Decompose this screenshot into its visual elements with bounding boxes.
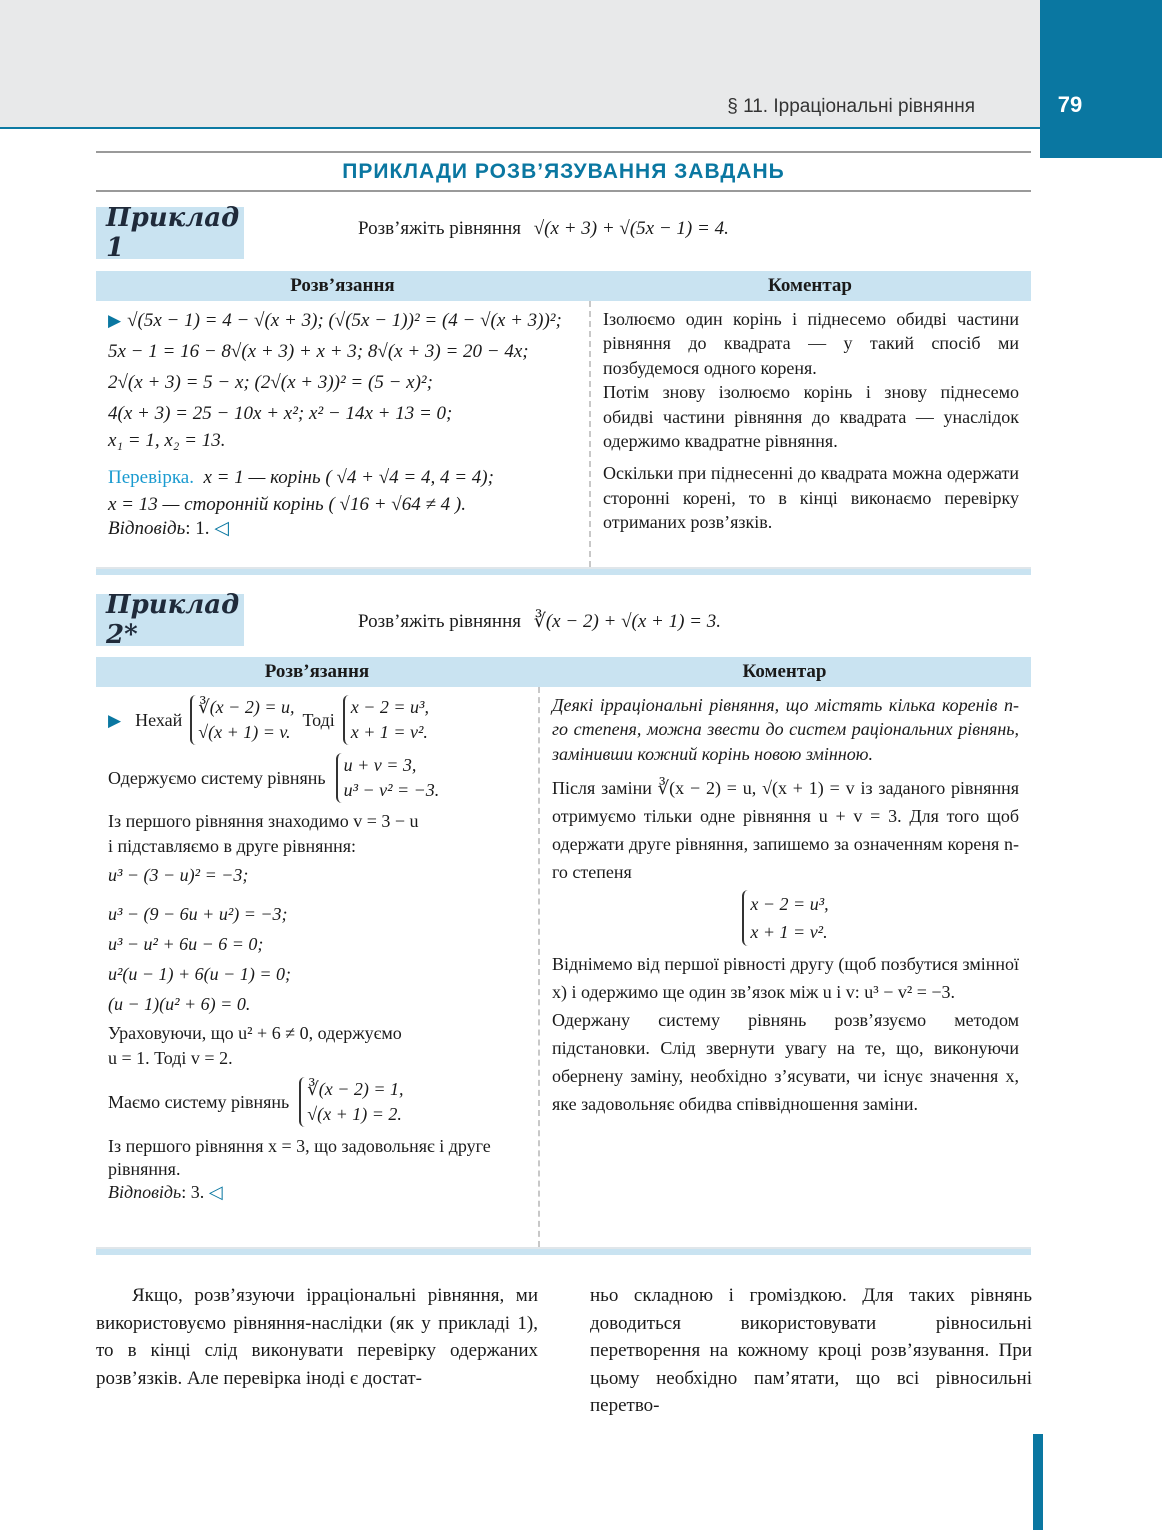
side-accent-bar bbox=[1033, 1434, 1043, 1530]
example-1-task-text: Розв’яжіть рівняння bbox=[358, 218, 521, 239]
table-body bbox=[96, 301, 1031, 567]
table-header bbox=[96, 657, 1031, 687]
start-triangle-icon: ▶ bbox=[108, 311, 122, 330]
comment-header: Коментар bbox=[768, 275, 852, 296]
solution-column bbox=[96, 301, 589, 567]
answer-line: Відповідь: 1. ◁ bbox=[108, 518, 229, 539]
comment-system: x − 2 = u³, x + 1 = v². bbox=[552, 890, 1019, 946]
final-system: ∛(x − 2) = 1, √(x + 1) = 2. bbox=[299, 1077, 403, 1127]
comment-paragraph: Віднімемо від першої рівності другу (щоб позбутися змінної x) і одержимо ще один зв’язок між u і v: u³ − v² = −3. bbox=[552, 954, 1019, 1003]
table-body bbox=[96, 687, 1031, 1247]
comment-paragraph: Оскільки при піднесенні до квадрата можна одержати сторонні корені, то в кінці виконаємо перевірку отриманих розв’язків. bbox=[603, 463, 1019, 533]
example-2-table bbox=[96, 657, 1031, 1255]
solution-step: u³ − (9 − 6u + u²) = −3; bbox=[108, 904, 288, 924]
page-tab bbox=[1040, 0, 1162, 158]
example-1-task bbox=[358, 218, 729, 240]
substitution-row bbox=[108, 695, 528, 745]
solution-line: x₁ = 1, x₂ = 13. bbox=[108, 430, 226, 451]
example-2-task-text: Розв’яжіть рівняння bbox=[358, 611, 521, 632]
answer-line: Відповідь: 3. ◁ bbox=[108, 1182, 223, 1202]
uv-system: u + v = 3, u³ − v² = −3. bbox=[336, 753, 440, 803]
page-number: 79 bbox=[1057, 92, 1083, 117]
comment-paragraph: Деякі ірраціональні рівняння, що містять кілька коренів n-го степеня, можна звести до систем раціональних рівнянь, замінивши кожний корінь новою змінною. bbox=[552, 695, 1019, 764]
table-header bbox=[96, 271, 1031, 301]
system-intro: Одержуємо систему рівнянь bbox=[108, 767, 326, 788]
example-1-table bbox=[96, 271, 1031, 575]
example-1-label: Приклад 1 bbox=[96, 207, 244, 259]
let-word: Нехай bbox=[135, 709, 183, 730]
section-top-rule bbox=[96, 151, 1031, 153]
solution-line: і підставляємо в друге рівняння: bbox=[108, 836, 357, 856]
comment-paragraph: Ізолюємо один корінь і піднесемо обидві частини рівняння до квадрата — у такий спосіб ми позбудемося одного кореня. bbox=[603, 309, 1019, 378]
comment-paragraph: Потім знову ізолюємо корінь і знову піднесемо обидві частини рівняння до квадрата — унаслідок одержимо квадратне рівняння. bbox=[603, 382, 1019, 452]
comment-header: Коментар bbox=[742, 661, 827, 682]
example-2-task bbox=[358, 610, 721, 633]
check-label: Перевірка. bbox=[108, 467, 194, 488]
solution-line: 2√(x + 3) = 5 − x; (2√(x + 3))² = (5 − x)²; bbox=[108, 372, 433, 393]
solution-header: Розв’язання bbox=[290, 275, 395, 296]
have-system-label: Маємо систему рівнянь bbox=[108, 1091, 290, 1112]
comment-column bbox=[589, 301, 1031, 567]
end-triangle-icon: ◁ bbox=[214, 518, 229, 539]
example-2-label: Приклад 2* bbox=[96, 594, 244, 646]
solution-column bbox=[96, 687, 538, 1247]
solution-step: u²(u − 1) + 6(u − 1) = 0; bbox=[108, 964, 291, 984]
running-head: § 11. Ірраціональні рівняння bbox=[727, 96, 975, 117]
section-title: ПРИКЛАДИ РОЗВ’ЯЗУВАННЯ ЗАВДАНЬ bbox=[342, 160, 785, 183]
header-rule bbox=[0, 127, 1040, 129]
final-system-row bbox=[108, 1077, 528, 1127]
system-row bbox=[108, 753, 528, 803]
solution-line: Із першого рівняння x = 3, що задовольняє і друге рівняння. bbox=[108, 1136, 491, 1179]
table-footer-bar bbox=[96, 1247, 1031, 1255]
solution-line: Із першого рівняння знаходимо v = 3 − u bbox=[108, 811, 419, 831]
section-bottom-rule bbox=[96, 190, 1031, 192]
check-line: x = 13 — сторонній корінь ( √16 + √64 ≠ 4 ). bbox=[108, 494, 466, 515]
solution-line: Ураховуючи, що u² + 6 ≠ 0, одержуємо bbox=[108, 1023, 402, 1043]
comment-paragraph: Одержану систему рівнянь розв’язуємо методом підстановки. Слід звернути увагу на те, що, виконуючи обернену заміну, необхідно з’ясувати, чи існує значення x, яке задовольняє обидва співвідношення заміни. bbox=[552, 1010, 1019, 1115]
comment-column bbox=[538, 687, 1031, 1247]
check-line: Перевірка. x = 1 — корінь ( √4 + √4 = 4, 4 = 4); bbox=[108, 467, 494, 488]
then-word: Тоді bbox=[302, 709, 335, 730]
solution-step: u³ − (3 − u)² = −3; bbox=[108, 865, 249, 885]
end-triangle-icon: ◁ bbox=[208, 1182, 223, 1202]
solution-line: 4(x + 3) = 25 − 10x + x²; x² − 14x + 13 = 0; bbox=[108, 403, 453, 424]
table-footer-bar bbox=[96, 567, 1031, 575]
solution-step: u³ − u² + 6u − 6 = 0; bbox=[108, 934, 264, 954]
example-2-equation: ∛(x − 2) + √(x + 1) = 3. bbox=[533, 611, 721, 632]
solution-line: ▶ √(5x − 1) = 4 − √(x + 3); (√(5x − 1))² = (4 − √(x + 3))²; bbox=[108, 310, 562, 331]
comment-paragraph: Після заміни ∛(x − 2) = u, √(x + 1) = v із заданого рівняння отримуємо тільки одне рівняння u + v = 3. Для того щоб одержати друге рівняння, запишемо за означенням кореня n-го степеня bbox=[552, 778, 1019, 883]
body-left-column: Якщо, розв’язуючи ірраціональні рівняння, ми використовуємо рівняння-наслідки (як у прикладі 1), то в кінці слід виконувати перевірку одержаних розв’язків. Але перевірка іноді є достат- bbox=[96, 1285, 538, 1389]
example-1-equation: √(x + 3) + √(5x − 1) = 4. bbox=[533, 218, 729, 239]
then-system: x − 2 = u³, x + 1 = v². bbox=[343, 695, 429, 745]
solution-step: (u − 1)(u² + 6) = 0. bbox=[108, 994, 251, 1014]
solution-header: Розв’язання bbox=[264, 661, 370, 682]
start-triangle-icon: ▶ bbox=[108, 710, 122, 730]
solution-line: 5x − 1 = 16 − 8√(x + 3) + x + 3; 8√(x + 3) = 20 − 4x; bbox=[108, 341, 529, 362]
substitution-system: ∛(x − 2) = u, √(x + 1) = v. bbox=[190, 695, 294, 745]
solution-line: u = 1. Тоді v = 2. bbox=[108, 1048, 233, 1068]
body-right-column: ньо складною і громіздкою. Для таких рівнянь доводиться використовувати рівносильні перетворення на кожному кроці розв’язування. При цьому необхідно пам’ятати, що всі рівносильні перетво- bbox=[590, 1285, 1032, 1416]
